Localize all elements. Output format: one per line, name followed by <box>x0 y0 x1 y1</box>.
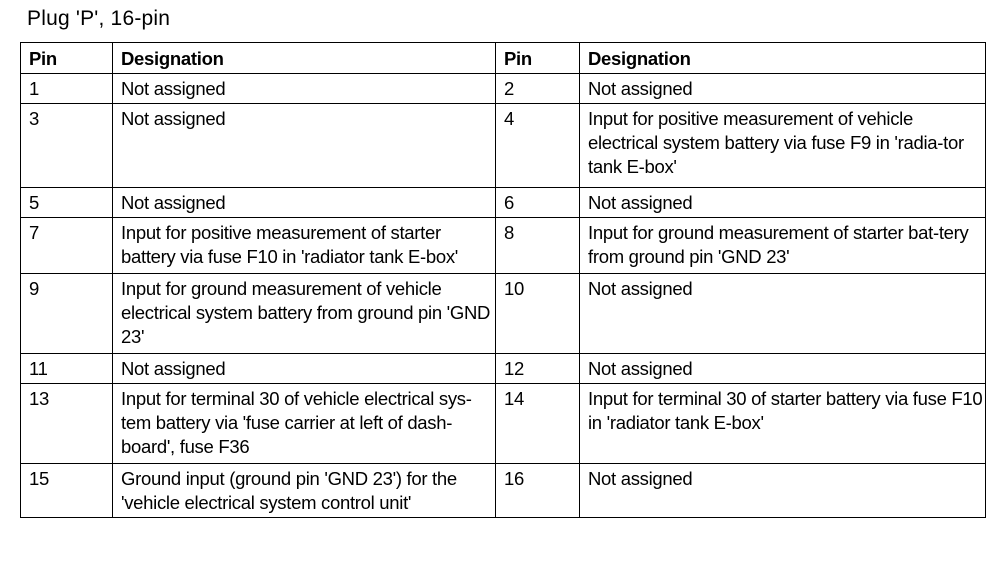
pin-designation: Input for terminal 30 of vehicle electrical sys-tem battery via 'fuse carrier at left of dash-board', fuse F36 <box>113 384 496 464</box>
pin-designation: Input for positive measurement of starter battery via fuse F10 in 'radiator tank E-box' <box>113 218 496 274</box>
table-row <box>21 218 986 274</box>
pin-designation: Not assigned <box>580 354 986 384</box>
table-row <box>21 74 986 104</box>
pin-designation: Not assigned <box>580 188 986 218</box>
table-row <box>21 384 986 464</box>
table-row <box>21 354 986 384</box>
pin-number: 5 <box>21 188 113 218</box>
header-pin-left: Pin <box>21 43 113 74</box>
pin-designation: Input for ground measurement of starter bat-tery from ground pin 'GND 23' <box>580 218 986 274</box>
pin-number: 6 <box>496 188 580 218</box>
pin-number: 1 <box>21 74 113 104</box>
pin-number: 3 <box>21 104 113 188</box>
pin-designation: Not assigned <box>113 354 496 384</box>
table-row <box>21 188 986 218</box>
pin-number: 14 <box>496 384 580 464</box>
pin-designation: Not assigned <box>580 464 986 518</box>
page-title: Plug 'P', 16-pin <box>27 7 171 30</box>
pin-designation: Not assigned <box>113 74 496 104</box>
pin-designation: Not assigned <box>113 188 496 218</box>
pin-number: 12 <box>496 354 580 384</box>
header-designation-left: Designation <box>113 43 496 74</box>
pin-number: 10 <box>496 274 580 354</box>
pin-designation: Not assigned <box>580 74 986 104</box>
pin-number: 8 <box>496 218 580 274</box>
pin-number: 4 <box>496 104 580 188</box>
header-designation-right: Designation <box>580 43 986 74</box>
pin-designation: Input for ground measurement of vehicle electrical system battery from ground pin 'GND 23' <box>113 274 496 354</box>
pin-assignment-table <box>20 42 986 518</box>
pin-designation: Not assigned <box>580 274 986 354</box>
table-row <box>21 464 986 518</box>
pin-number: 9 <box>21 274 113 354</box>
pin-number: 13 <box>21 384 113 464</box>
pin-designation: Ground input (ground pin 'GND 23') for the 'vehicle electrical system control unit' <box>113 464 496 518</box>
pin-number: 15 <box>21 464 113 518</box>
table-row <box>21 104 986 188</box>
pin-designation: Input for terminal 30 of starter battery via fuse F10 in 'radiator tank E-box' <box>580 384 986 464</box>
pin-number: 16 <box>496 464 580 518</box>
pin-designation: Input for positive measurement of vehicle electrical system battery via fuse F9 in 'radia-tor tank E-box' <box>580 104 986 188</box>
pin-number: 7 <box>21 218 113 274</box>
pin-number: 2 <box>496 74 580 104</box>
pin-number: 11 <box>21 354 113 384</box>
pin-designation: Not assigned <box>113 104 496 188</box>
table-row <box>21 274 986 354</box>
table-header-row <box>21 43 986 74</box>
header-pin-right: Pin <box>496 43 580 74</box>
